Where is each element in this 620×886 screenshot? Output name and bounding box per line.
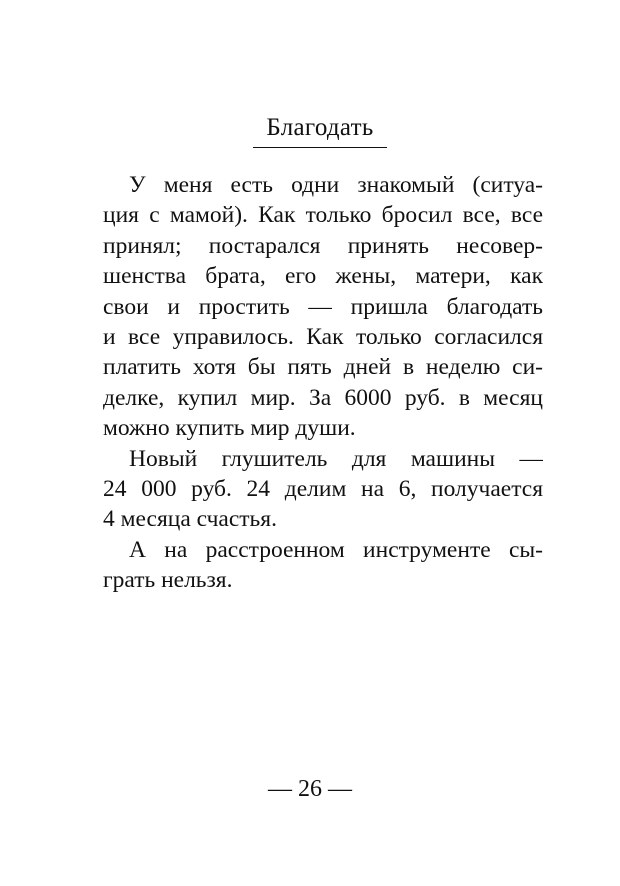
chapter-header bbox=[253, 113, 387, 148]
paragraph-3 bbox=[103, 535, 543, 596]
text-line: свои и простить — пришла благодать bbox=[103, 293, 543, 320]
text-line: А на расстроенном инструменте сы- bbox=[129, 536, 543, 563]
chapter-title: Благодать bbox=[266, 114, 374, 141]
paragraph-1 bbox=[103, 170, 543, 444]
title-underline bbox=[253, 147, 387, 148]
text-line: шенства брата, его жены, матери, как bbox=[103, 263, 543, 290]
text-line: грать нельзя. bbox=[103, 567, 233, 594]
text-line: делке, купил мир. За 6000 руб. в месяц bbox=[103, 384, 543, 411]
text-line: можно купить мир души. bbox=[103, 415, 356, 442]
text-line: У меня есть одни знакомый (ситуа- bbox=[129, 172, 543, 198]
text-line: Новый глушитель для машины — bbox=[129, 445, 543, 472]
paragraph-2 bbox=[103, 444, 543, 535]
page-number: — 26 — bbox=[268, 776, 352, 802]
body-text bbox=[103, 170, 543, 595]
text-line: ция с мамой). Как только бросил все, все bbox=[103, 202, 543, 229]
text-line: принял; постарался принять несовер- bbox=[103, 232, 543, 259]
text-line: 4 месяца счастья. bbox=[103, 506, 277, 533]
text-line: 24 000 руб. 24 делим на 6, получается bbox=[103, 475, 543, 502]
text-line: платить хотя бы пять дней в неделю си- bbox=[103, 354, 543, 381]
text-line: и все управилось. Как только согласился bbox=[103, 323, 543, 350]
